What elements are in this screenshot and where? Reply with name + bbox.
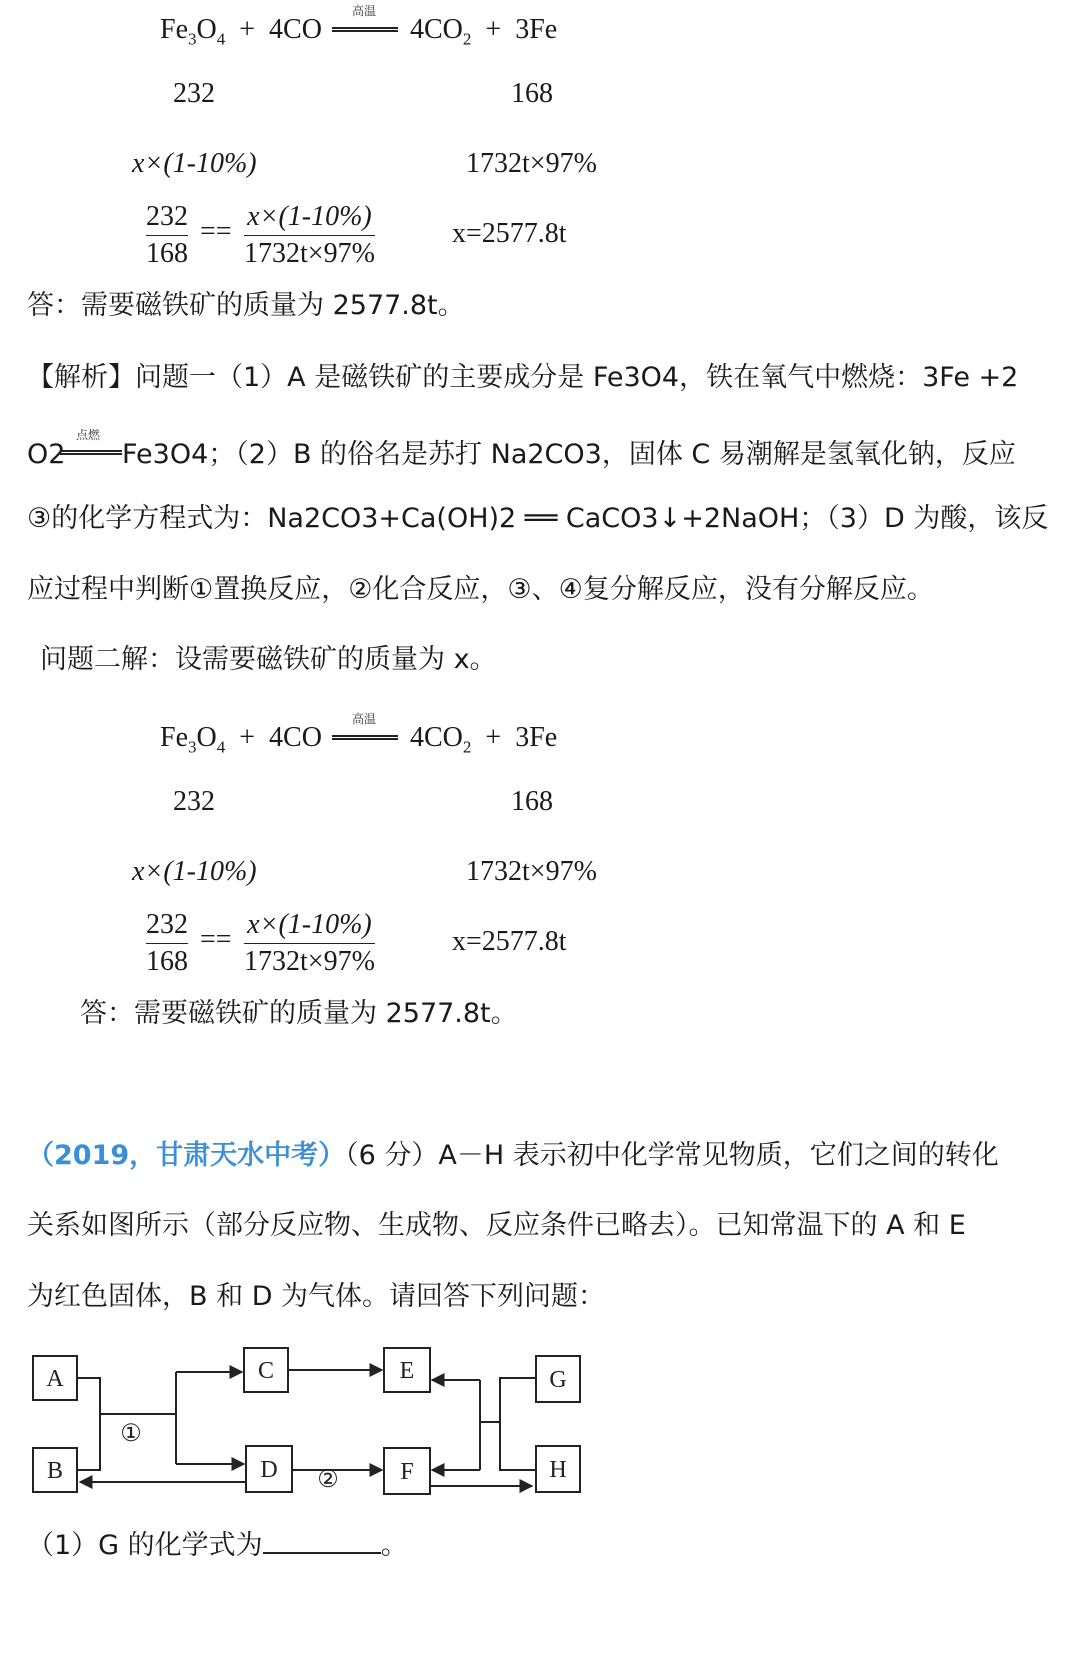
equals-symbol-2: ==	[200, 924, 232, 955]
equation-1-equals-sign	[332, 27, 398, 32]
question-source: （2019，甘肃天水中考）	[27, 1140, 346, 1171]
analysis-line-1: 【解析】问题一（1）A 是磁铁矿的主要成分是 Fe3O4，铁在氧气中燃烧：3Fe +2	[27, 362, 1019, 393]
fraction-left-2-denominator: 168	[146, 946, 188, 977]
known-mass-2: 1732t×97%	[466, 856, 597, 887]
node-f-label: F	[400, 1459, 414, 1485]
molar-mass-fe-2: 168	[511, 786, 553, 817]
molar-mass-fe: 168	[511, 78, 553, 109]
molar-mass-fe3o4-2: 232	[173, 786, 215, 817]
node-g-label: G	[549, 1367, 567, 1393]
equation-2-lhs: $Fe_3O_4 + 4CO$	[160, 722, 322, 757]
fraction-right-numerator: x×(1-10%)	[247, 201, 372, 232]
problem-2-setup: 问题二解：设需要磁铁矿的质量为 x。	[40, 644, 497, 675]
analysis-line-4: 应过程中判断①置换反应，②化合反应，③、④复分解反应，没有分解反应。	[27, 574, 934, 605]
molar-mass-fe3o4: 232	[173, 78, 215, 109]
bracket-gh	[500, 1378, 536, 1470]
fraction-right	[244, 200, 375, 271]
fraction-left-denominator: 168	[146, 238, 188, 269]
fraction-left-numerator: 232	[146, 201, 188, 232]
node-d-label: D	[260, 1457, 278, 1483]
analysis-line-2-condition: 点燃	[76, 428, 101, 442]
analysis-equals-sign	[60, 450, 122, 455]
analysis-line-2-o2: O2	[27, 439, 66, 470]
node-a-label: A	[46, 1366, 64, 1392]
node-h-label: H	[549, 1457, 567, 1483]
fraction-left-2-numerator: 232	[146, 909, 188, 940]
result: x=2577.8t	[452, 218, 567, 249]
equation-2-equals-sign	[332, 735, 398, 740]
reaction-2-label: ②	[317, 1467, 339, 1493]
fraction-right-2	[244, 908, 375, 979]
fraction-right-denominator: 1732t×97%	[244, 238, 375, 269]
analysis-line-2-rest: Fe3O4；（2）B 的俗名是苏打 Na2CO3，固体 C 易潮解是氢氧化钠，反应	[122, 439, 1016, 470]
fraction-left	[146, 200, 188, 271]
question-line-3: 为红色固体，B 和 D 为气体。请回答下列问题：	[27, 1281, 606, 1312]
question-line-1-rest: （6 分）A－H 表示初中化学常见物质，它们之间的转化	[345, 1140, 999, 1171]
fraction-right-2-denominator: 1732t×97%	[244, 946, 375, 977]
sub-question-1-prefix: （1）G 的化学式为	[27, 1530, 263, 1561]
bracket-ab	[77, 1378, 100, 1470]
equation-1-condition: 高温	[352, 4, 377, 18]
sub-question-1-suffix: 。	[380, 1530, 408, 1561]
equation-1-lhs: $Fe_3O_4 + 4CO$	[160, 14, 322, 49]
known-mass: 1732t×97%	[466, 148, 597, 179]
node-c-label: C	[257, 1358, 275, 1384]
analysis-line-3: ③的化学方程式为：Na2CO3+Ca(OH)2 ══ CaCO3↓+2NaOH；（3）D 为酸，该反	[27, 503, 1049, 534]
answer-2: 答：需要磁铁矿的质量为 2577.8t。	[80, 998, 518, 1029]
sub-question-1	[27, 1528, 408, 1564]
fraction-right-2-numerator: x×(1-10%)	[247, 909, 372, 940]
question-line-1	[27, 1138, 999, 1174]
link-gh-reaction	[480, 1422, 500, 1470]
question-line-2: 关系如图所示（部分反应物、生成物、反应条件已略去）。已知常温下的 A 和 E	[27, 1210, 966, 1241]
answer-1: 答：需要磁铁矿的质量为 2577.8t。	[27, 290, 465, 321]
unknown-mass: x×(1-10%)	[132, 148, 257, 179]
equation-2-rhs: $4CO_2 + 3Fe$	[410, 722, 558, 757]
fraction-left-2	[146, 908, 188, 979]
equation-1-rhs: $4CO_2 + 3Fe$	[410, 14, 558, 49]
result-2: x=2577.8t	[452, 926, 567, 957]
node-b-label: B	[46, 1458, 64, 1484]
answer-blank[interactable]	[263, 1528, 381, 1554]
reaction-diagram	[0, 1340, 620, 1520]
equals-symbol: ==	[200, 216, 232, 247]
unknown-mass-2: x×(1-10%)	[132, 856, 257, 887]
node-e-label: E	[399, 1358, 415, 1384]
equation-2-condition: 高温	[352, 712, 377, 726]
reaction-1-label: ①	[120, 1421, 142, 1447]
